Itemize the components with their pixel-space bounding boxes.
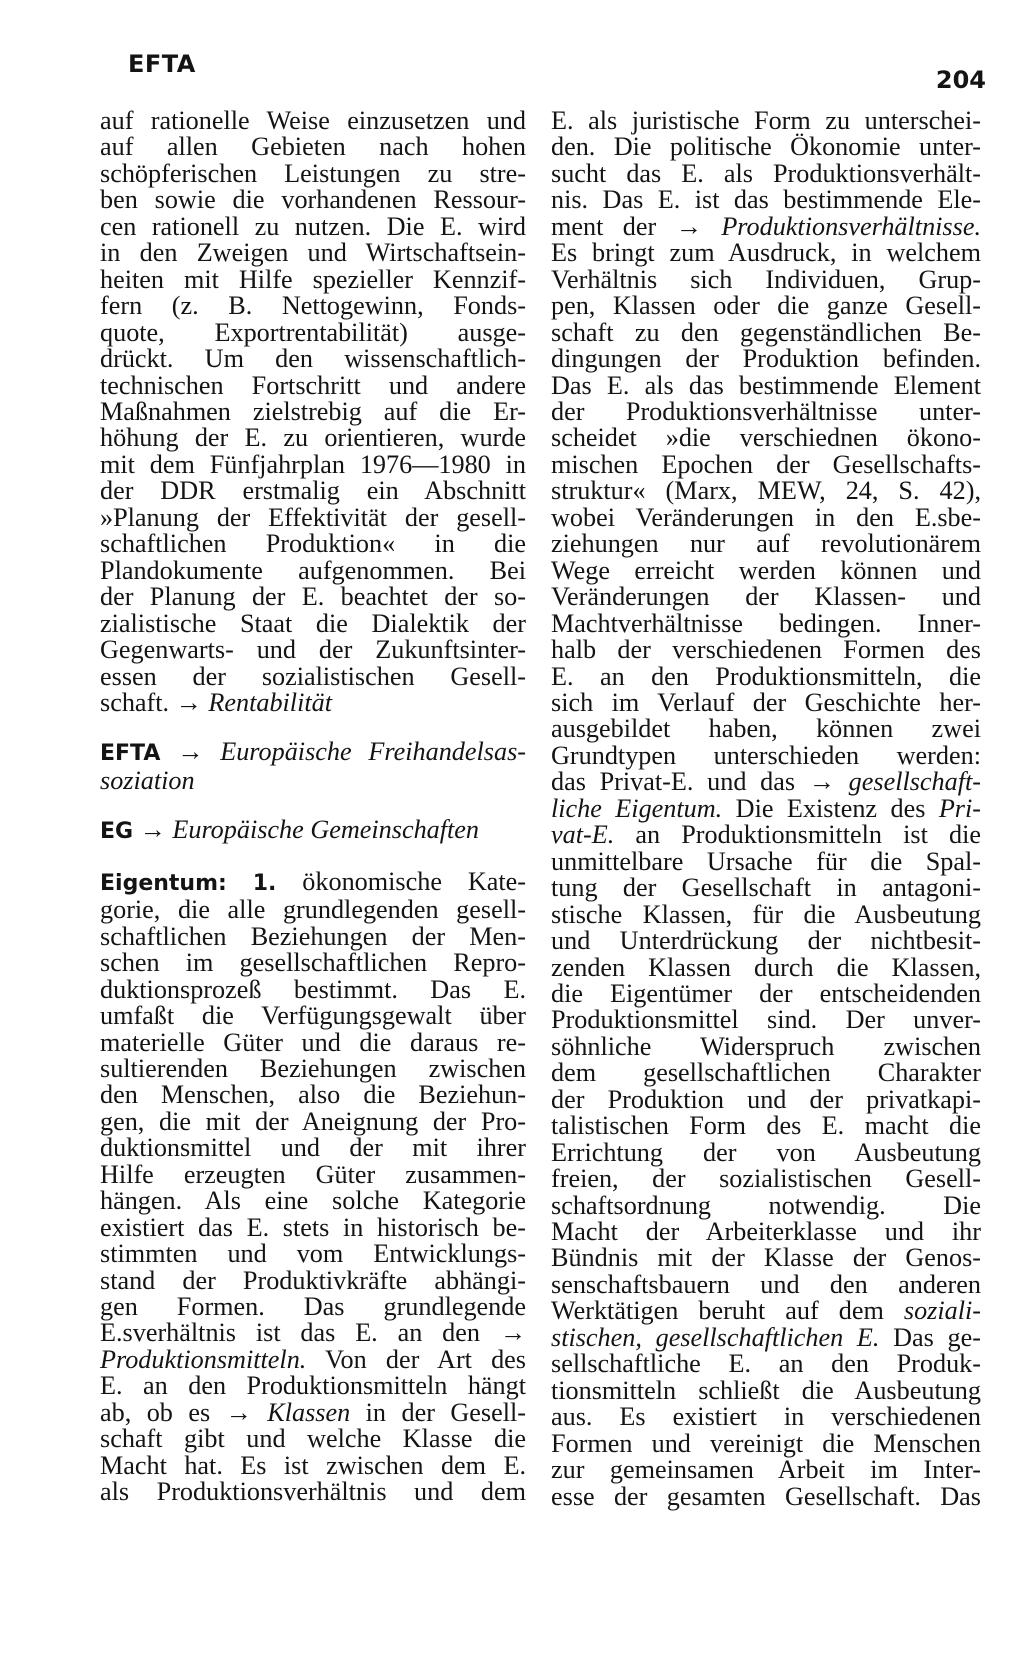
cross-reference-produktionsmittel: Produktionsmitteln. <box>100 1344 307 1374</box>
text-line: essen der sozialistischen Gesell- <box>100 661 526 691</box>
sense-number: 1. <box>252 870 277 896</box>
text-fragment: Werktätigen beruht auf dem <box>551 1296 904 1326</box>
arrow-icon: → <box>675 211 702 241</box>
entry-keyword-eigentum: Eigentum: <box>100 870 227 896</box>
arrow-icon: → <box>808 767 835 797</box>
text-line: und Unterdrückung der nichtbesit- <box>551 926 981 956</box>
entry-keyword-eg: EG <box>100 819 134 845</box>
text-line: duktionsmittel und der mit ihrer <box>100 1133 526 1163</box>
text-line: Verhältnis sich Individuen, Grup- <box>551 264 981 294</box>
text-line: Formen und vereinigt die Menschen <box>551 1428 981 1458</box>
text-line: den. Die politische Ökonomie unter- <box>551 132 981 162</box>
text-line: freien, der sozialistischen Gesell- <box>551 1164 981 1194</box>
left-column <box>100 108 526 1506</box>
text-line: »Planung der Effektivität der gesell- <box>100 502 526 532</box>
text-line <box>100 817 526 845</box>
text-line: Bündnis mit der Klasse der Genos- <box>551 1243 981 1273</box>
text-line: talistischen Form des E. macht die <box>551 1111 981 1141</box>
text-line: tung der Gesellschaft in antagoni- <box>551 873 981 903</box>
text-line: E. an den Produktionsmitteln hängt <box>100 1371 526 1401</box>
text-line <box>551 822 981 848</box>
text-line: ziehungen nur auf revolutionärem <box>551 529 981 559</box>
italic-term-privat-e: Pri- <box>938 793 981 823</box>
text-line <box>551 1298 981 1324</box>
text-line: schaft gibt und welche Klasse die <box>100 1424 526 1454</box>
text-fragment: ment der <box>551 211 676 241</box>
cross-reference-rentabilitaet: Rentabilität <box>208 687 333 717</box>
cross-reference-efta-continued: soziation <box>100 765 195 795</box>
text-line: Gegenwarts- und der Zukunftsinter- <box>100 635 526 665</box>
arrow-icon: → <box>225 1397 252 1427</box>
text-line: ben sowie die vorhandenen Ressour- <box>100 185 526 215</box>
right-column <box>551 108 981 1510</box>
text-line: mischen Epochen der Gesellschafts- <box>551 449 981 479</box>
text-line: den Menschen, also die Beziehun- <box>100 1080 526 1110</box>
text-line: schaft zu den gegenständlichen Be- <box>551 317 981 347</box>
text-line: drückt. Um den wissenschaftlich- <box>100 344 526 374</box>
text-line: die Eigentümer der entscheidenden <box>551 978 981 1008</box>
text-fragment: schaft. <box>100 687 176 717</box>
text-line: duktionsprozeß bestimmt. Das E. <box>100 974 526 1004</box>
cross-reference-sozialistisches-eigentum-continued: stischen, gesellschaftlichen E. <box>551 1322 880 1352</box>
text-line <box>100 739 526 767</box>
arrow-icon: → <box>499 1318 526 1348</box>
text-line: Veränderungen der Klassen- und <box>551 582 981 612</box>
text-line: stimmten und vom Entwicklungs- <box>100 1239 526 1269</box>
text-line: esse der gesamten Gesellschaft. Das <box>551 1481 981 1511</box>
text-line: cen rationell zu nutzen. Die E. wird <box>100 211 526 241</box>
italic-term-privat-e-continued: vat-E. <box>551 820 615 850</box>
text-line: schöpferischen Leistungen zu stre- <box>100 158 526 188</box>
text-line: söhnliche Widerspruch zwischen <box>551 1031 981 1061</box>
text-fragment: an Produktionsmitteln ist die <box>614 820 981 850</box>
text-line: der DDR erstmalig ein Abschnitt <box>100 476 526 506</box>
text-line: E. an den Produktionsmitteln, die <box>551 661 981 691</box>
text-line: Errichtung der von Ausbeutung <box>551 1137 981 1167</box>
text-line: zur gemeinsamen Arbeit im Inter- <box>551 1455 981 1485</box>
text-line: Das E. als das bestimmende Element <box>551 370 981 400</box>
arrow-icon: → <box>177 737 204 767</box>
entry-gap <box>100 846 526 869</box>
text-line: Machtverhältnisse bedingen. Inner- <box>551 608 981 638</box>
text-line <box>100 765 526 795</box>
cross-reference-eg: Europäische Gemeinschaften <box>172 815 480 845</box>
text-line: gen Formen. Das grundlegende <box>100 1292 526 1322</box>
arrow-icon: → <box>139 815 166 845</box>
text-line: sultierenden Beziehungen zwischen <box>100 1053 526 1083</box>
text-line: Grundtypen unterschieden werden: <box>551 740 981 770</box>
text-line: Wege erreicht werden können und <box>551 555 981 585</box>
entry-gap <box>100 794 526 817</box>
text-line: aus. Es existiert in verschiedenen <box>551 1402 981 1432</box>
text-line: struktur« (Marx, MEW, 24, S. 42), <box>551 476 981 506</box>
text-line: fern (z. B. Nettogewinn, Fonds- <box>100 291 526 321</box>
text-line: existiert das E. stets in historisch be- <box>100 1212 526 1242</box>
text-line: senschaftsbauern und den anderen <box>551 1269 981 1299</box>
text-line: schaftsordnung notwendig. Die <box>551 1190 981 1220</box>
entry-gap <box>100 716 526 739</box>
text-line: heiten mit Hilfe spezieller Kennzif- <box>100 264 526 294</box>
text-line: sucht das E. als Produktionsverhält- <box>551 158 981 188</box>
text-line: sich im Verlauf der Geschichte her- <box>551 687 981 717</box>
text-line: der Planung der E. beachtet der so- <box>100 582 526 612</box>
text-line <box>100 1397 526 1427</box>
arrow-icon: → <box>175 687 202 717</box>
text-line <box>100 866 526 897</box>
text-line: Produktionsmittel sind. Der unver- <box>551 1005 981 1035</box>
entry-keyword-efta: EFTA <box>100 741 161 767</box>
text-fragment: ab, ob es <box>100 1397 226 1427</box>
page-number: 204 <box>935 66 986 94</box>
entry-effektivitaet-continuation <box>100 108 526 716</box>
text-line: Maßnahmen zielstrebig auf die Er- <box>100 396 526 426</box>
text-line: stand der Produktivkräfte abhängi- <box>100 1265 526 1295</box>
text-line: in den Zweigen und Wirtschaftsein- <box>100 238 526 268</box>
text-line: Macht der Arbeiterklasse und ihr <box>551 1217 981 1247</box>
text-line: als Produktionsverhältnis und dem <box>100 1477 526 1507</box>
text-line: umfaßt die Verfügungsgewalt über <box>100 1001 526 1031</box>
text-line: dingungen der Produktion befinden. <box>551 344 981 374</box>
text-line: gorie, die alle grundlegenden gesell- <box>100 895 526 925</box>
text-fragment: Von der Art des <box>306 1344 526 1374</box>
text-fragment: das Privat-E. und das <box>551 767 809 797</box>
text-line: schaftlichen Beziehungen der Men- <box>100 921 526 951</box>
text-line: schen im gesellschaftlichen Repro- <box>100 948 526 978</box>
text-line: zialistische Staat die Dialektik der <box>100 608 526 638</box>
running-head: EFTA <box>128 50 196 78</box>
text-line <box>100 687 526 717</box>
text-fragment: in der Gesell- <box>350 1397 526 1427</box>
text-line <box>100 1320 526 1346</box>
text-line: unmittelbare Ursache für die Spal- <box>551 846 981 876</box>
text-line: auf allen Gebieten nach hohen <box>100 132 526 162</box>
text-line: Macht hat. Es ist zwischen dem E. <box>100 1450 526 1480</box>
text-line: quote, Exportrentabilität) ausge- <box>100 317 526 347</box>
text-line: halb der verschiedenen Formen des <box>551 635 981 665</box>
text-line: Hilfe erzeugten Güter zusammen- <box>100 1159 526 1189</box>
text-line <box>100 1344 526 1374</box>
text-line: materielle Güter und die daraus re- <box>100 1027 526 1057</box>
text-fragment: Die Existenz des <box>722 793 939 823</box>
text-line: mit dem Fünfjahrplan 1976—1980 in <box>100 449 526 479</box>
text-line: Es bringt zum Ausdruck, in welchem <box>551 238 981 268</box>
entry-efta <box>100 739 526 794</box>
text-line: zenden Klassen durch die Klassen, <box>551 952 981 982</box>
cross-reference-gesellschaftliches-eigentum: gesellschaft- <box>848 767 982 797</box>
text-fragment: ökonomische Kate- <box>302 866 526 896</box>
text-line: der Produktion und der privatkapi- <box>551 1084 981 1114</box>
cross-reference-gesellschaftliches-eigentum-continued: liche Eigentum. <box>551 793 723 823</box>
text-line <box>551 211 981 241</box>
cross-reference-produktionsverhaeltnisse: Produktionsverhältnisse. <box>721 211 981 241</box>
text-line: Plandokumente aufgenommen. Bei <box>100 555 526 585</box>
cross-reference-sozialistisches-eigentum: soziali- <box>903 1296 981 1326</box>
text-line: pen, Klassen oder die ganze Gesell- <box>551 291 981 321</box>
text-line: E. als juristische Form zu unterschei- <box>551 106 981 135</box>
text-fragment: Das ge- <box>879 1322 981 1352</box>
text-line: höhung der E. zu orientieren, wurde <box>100 423 526 453</box>
cross-reference-efta: Europäische Freihandelsas- <box>220 737 526 767</box>
text-line: nis. Das E. ist das bestimmende Ele- <box>551 185 981 215</box>
text-line: schaftlichen Produktion« in die <box>100 529 526 559</box>
cross-reference-klassen: Klassen <box>267 1397 351 1427</box>
text-line <box>551 793 981 823</box>
text-line: stische Klassen, für die Ausbeutung <box>551 899 981 929</box>
text-line: scheidet »die verschiednen ökono- <box>551 423 981 453</box>
text-line: der Produktionsverhältnisse unter- <box>551 396 981 426</box>
text-line: wobei Veränderungen in den E.sbe- <box>551 502 981 532</box>
text-line: hängen. Als eine solche Kategorie <box>100 1186 526 1216</box>
text-line: dem gesellschaftlichen Charakter <box>551 1058 981 1088</box>
text-line: auf rationelle Weise einzusetzen und <box>100 106 526 135</box>
text-line: sellschaftliche E. an den Produk- <box>551 1349 981 1379</box>
text-fragment: E.sverhältnis ist das E. an den <box>100 1318 500 1348</box>
entry-eigentum <box>100 866 526 1507</box>
text-line: technischen Fortschritt und andere <box>100 370 526 400</box>
entry-eg <box>100 817 526 845</box>
text-line <box>551 769 981 795</box>
text-line: tionsmitteln schließt die Ausbeutung <box>551 1375 981 1405</box>
text-line: ausgebildet haben, können zwei <box>551 714 981 744</box>
text-line <box>551 1322 981 1352</box>
text-line: gen, die mit der Aneignung der Pro- <box>100 1106 526 1136</box>
